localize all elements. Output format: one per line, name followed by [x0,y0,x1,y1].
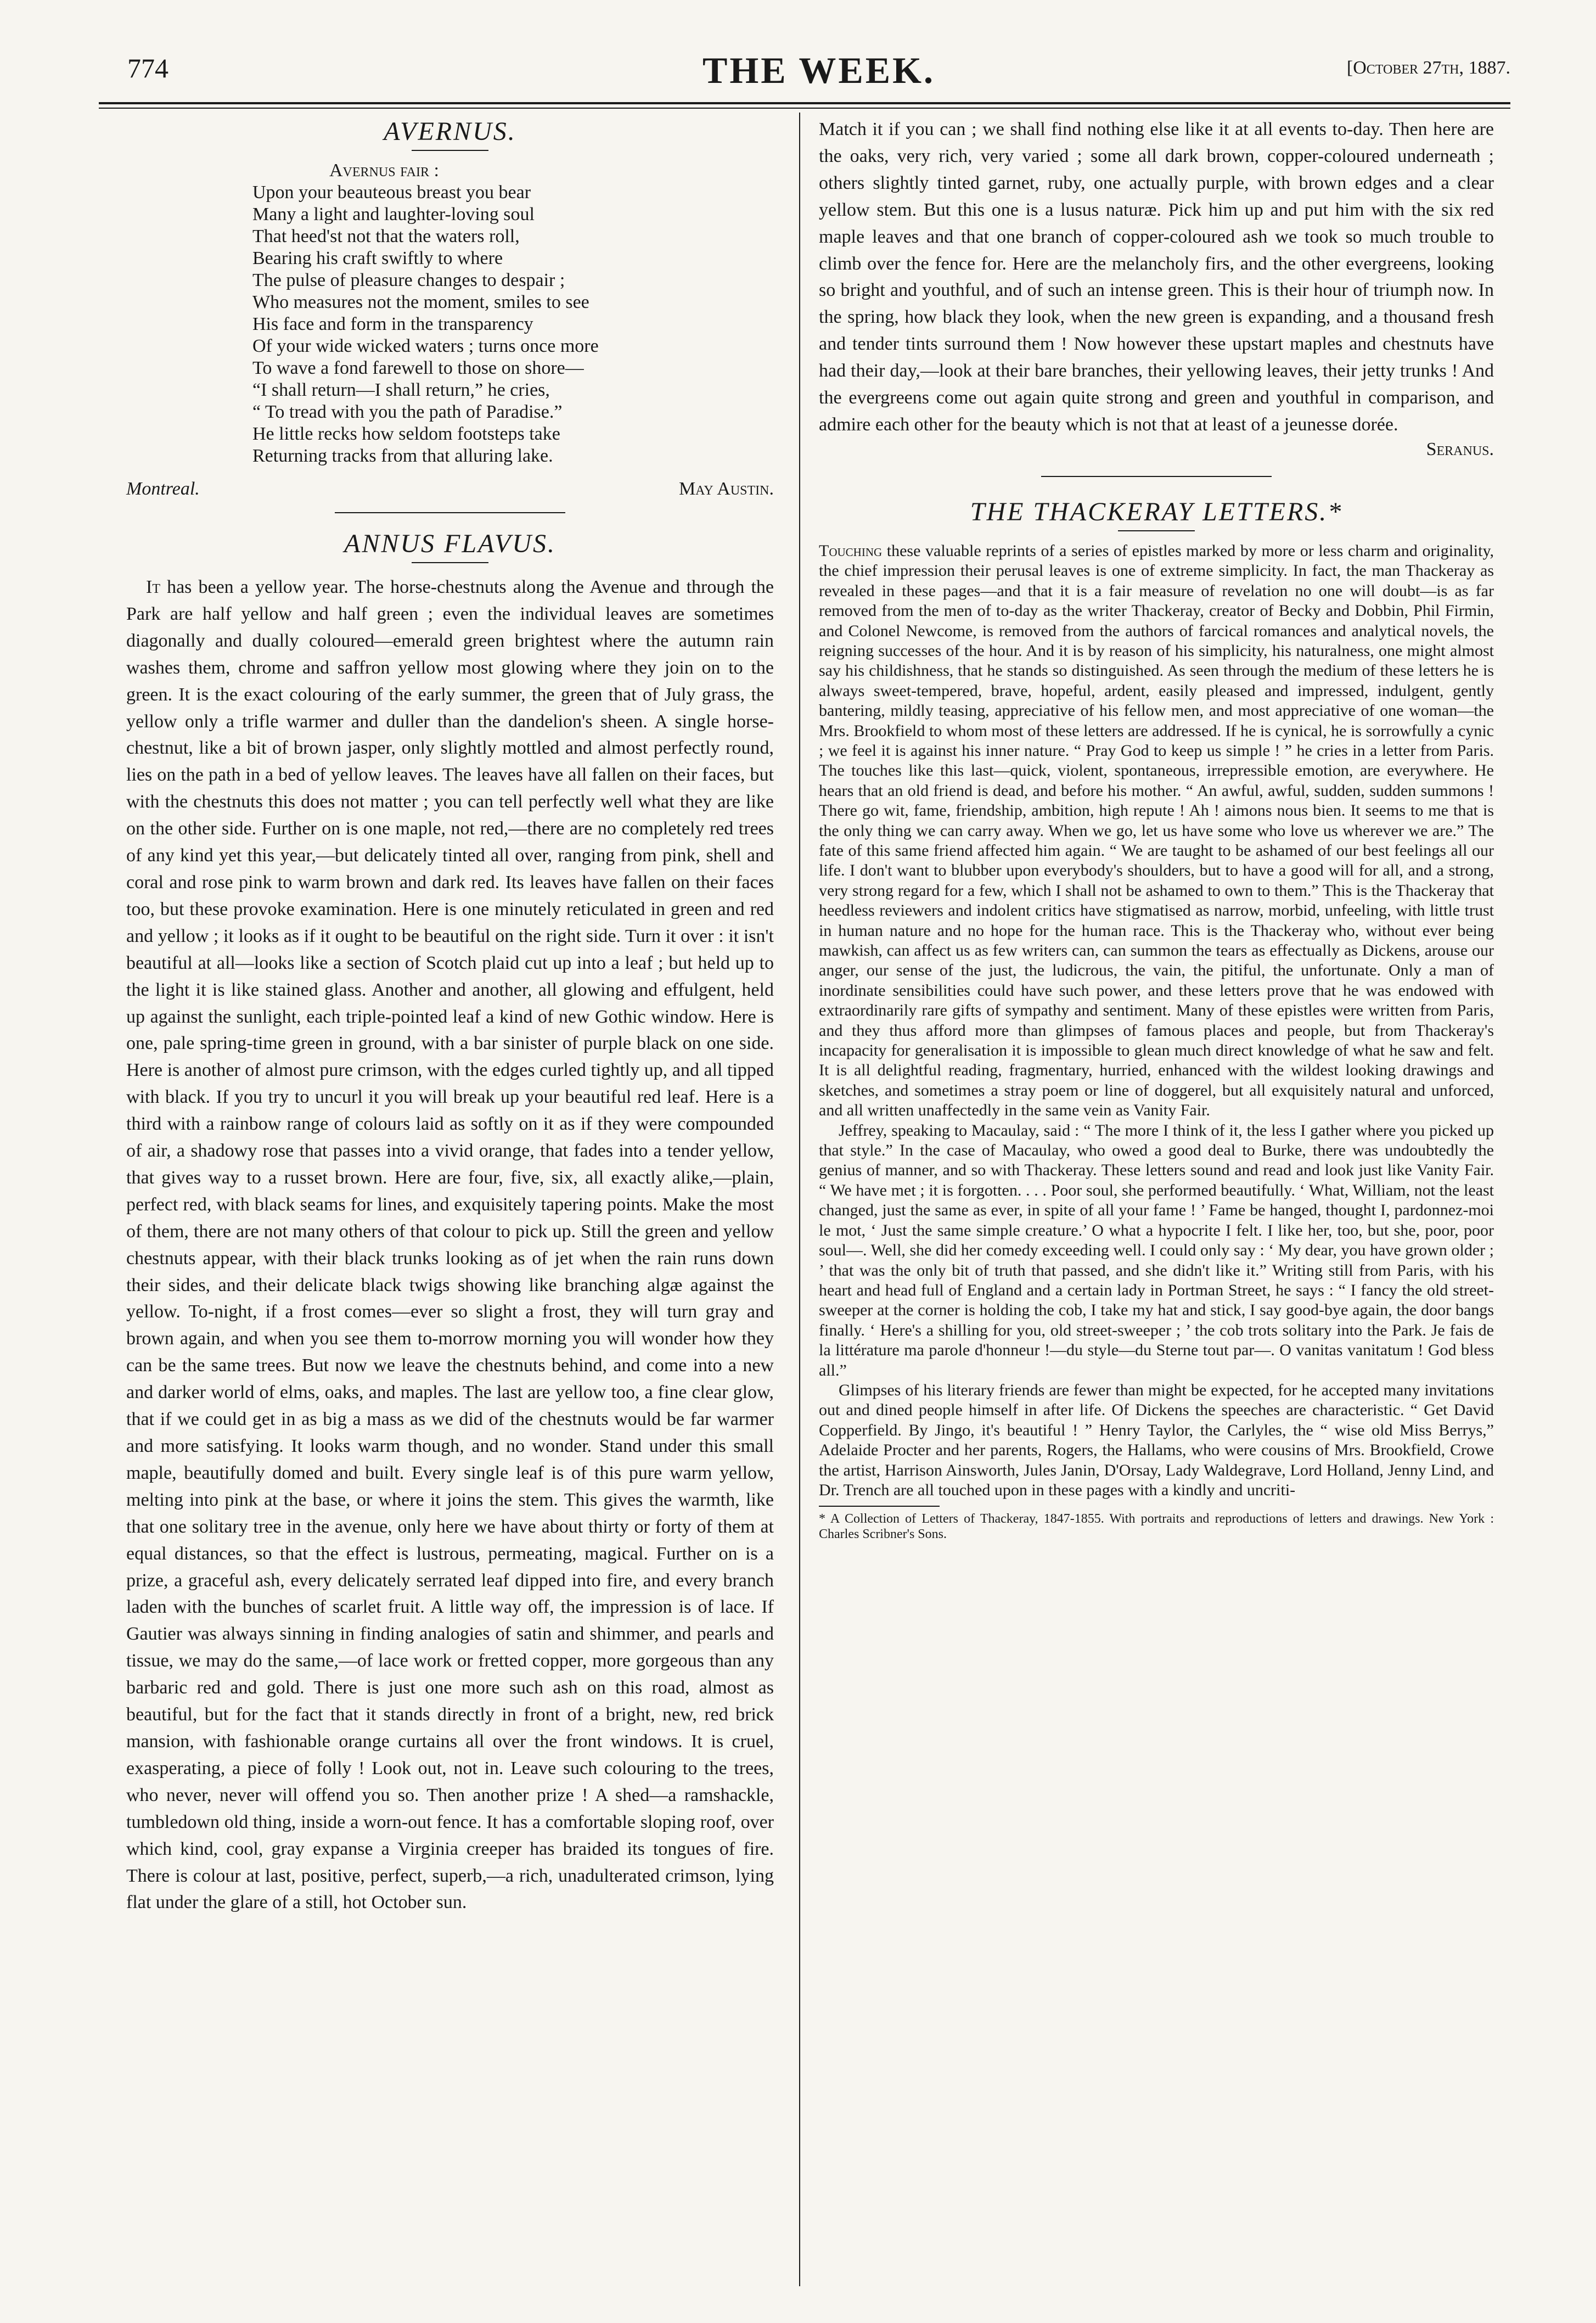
poem-line: Who measures not the moment, smiles to see [252,292,589,312]
avernus-end-rule [335,512,565,513]
annus-title-rule [412,562,488,563]
avernus-poem [252,160,774,467]
thackeray-body [819,541,1494,1501]
poem-line: His face and form in the transparency [252,314,533,334]
poem-line: Upon your beauteous breast you bear [252,182,531,203]
poem-line: Avernus fair : [329,160,439,181]
issue-date: [October 27th, 1887. [1346,58,1510,78]
left-column [126,116,774,1916]
thackeray-title: THE THACKERAY LETTERS.* [970,497,1343,526]
footnote-rule [819,1506,940,1507]
avernus-signature [126,478,774,500]
annus-dropword: It [146,577,160,597]
annus-end-rule [1041,476,1272,477]
thackeray-paragraph-1 [819,541,1494,1121]
avernus-author: May Austin. [678,479,774,499]
journal-title: THE WEEK. [703,49,935,91]
poem-line: Many a light and laughter-loving soul [252,204,535,225]
page-header [127,49,1510,96]
annus-text: has been a yellow year. The horse-chestnuts along the Avenue and through the Park are half yellow and half green ; even the individual leaves are sometimes diagonally and dually coloured—emerald green brightest where the autumn rain washes them, chrome and saffron yellow most glowing where they join on to the green. It is the exact colouring of the early summer, the green that of July grass, the yellow only a trifle warmer and duller than the dandelion's sheen. A single horse-chestnut, like a bit of brown jasper, only slightly mottled and almost perfectly round, lies on the path in a bed of yellow leaves. The leaves have all fallen on their faces, but with the chestnuts this does not matter ; you can tell perfectly well what they are like on the other side. Further on is one maple, not red,—there are no completely red trees of any kind yet this year,—but delicately tinted all over, ranging from pink, shell and coral and rose pink to warm brown and dark red. Its leaves have fallen on their faces too, but these provoke examination. Here is one minutely reticulated in green and red and yellow ; it looks as if it ought to be beautiful on the right side. Turn it over : it isn't beautiful at all—looks like a section of Scotch plaid cut up into a leaf ; but held up to the light it is like stained glass. Another and another, all glowing and effulgent, held up against the sunlight, each triple-pointed leaf a kind of new Gothic window. Here is one, pale spring-time green in ground, with a bar sinister of purple black on one side. Here is another of almost pure crimson, with the edges curled tightly up, and all tipped with black. If you try to uncurl it you will break up your beautiful red leaf. Here is a third with a rainbow range of colours laid as softly on it as if they were compounded of air, a shadowy rose that passes into a vivid orange, that fades into a tender yellow, that gives way to a russet brown. Here are four, five, six, all exactly alike,—plain, perfect red, with black seams for lines, and exquisitely tapering points. Make the most of them, there are not many others of that colour to pick up. Still the green and yellow chestnuts appear, with their black trunks looking as of jet when the rain runs down their sides, and their delicate black twigs showing like branching algæ against the yellow. To-night, if a frost comes—ever so slight a frost, they will turn gray and brown again, and when you see them to-morrow morning you will wonder how they can be the same trees. But now we leave the chestnuts behind, and come into a new and darker world of elms, oaks, and maples. The last are yellow too, a fine clear glow, that if we could get in as big a mass as we did of the chestnuts would be far warmer and more satisfying. It looks warm though, and no wonder. Stand under this small maple, beautifully domed and built. Every single leaf is of this pure warm yellow, melting into pink at the base, or where it joins the stem. This gives the warmth, like that one solitary tree in the avenue, only here we have about thirty or forty of them at equal distances, so that the effect is lustrous, permeating, magical. Further on is a prize, a graceful ash, every delicately serrated leaf dipped into fire, and every branch laden with the bunches of scarlet fruit. A little way off, the impression is of lace. If Gautier was always sinning in finding analogies of satin and shimmer, and pearls and tissue, we may do the same,—of lace work or fretted copper, more gorgeous than any barbaric red and gold. There is just one more such ash on this road, almost as beautiful, but for the fact that it stands directly in front of a bright, new, red brick mansion, with fashionable orange curtains all over the front windows. It is cruel, exasperating, a piece of folly ! Look out, not in. Leave such colouring to the trees, who never, never will offend you so. Then another prize ! A shed—a ramshackle, tumbledown old thing, inside a worn-out fence. It has a comfortable sloping roof, over which kind, cool, gray expanse a Virginia creeper has braided its tongues of fire. There is colour at last, positive, perfect, superb,—a rich, unadulterated crimson, lying flat under the glare of a still, hot October sun. [126,577,774,1913]
poem-line: Of your wide wicked waters ; turns once more [252,336,599,356]
thackeray-paragraph-2: Jeffrey, speaking to Macaulay, said : “ The more I think of it, the less I gather where you picked up that style.” In the case of Macaulay, who owed a good deal to Burke, there was undoubtedly the genius of manner, and so with Thackeray. These letters sound and read and look just like Vanity Fair. “ We have met ; it is forgotten. . . . Poor soul, she performed beautifully. ‘ What, William, not the least changed, just the same as ever, in spite of all your fame ! ’ Fame be hanged, thought I, pardonnez-moi le mot, ‘ Just the same simple creature.’ O what a hypocrite I felt. I like her, too, but she, poor, poor soul—. Well, she did her comedy exceeding well. I could only say : ‘ My dear, you have grown older ; ’ that was the only bit of truth that passed, and she didn't like it.” Writing still from Paris, with his heart and head full of England and a certain lady in Portman Street, he says : “ I fancy the old street-sweeper at the corner is holding the cob, I take my hat and stick, I say good-bye again, the door bangs finally. ‘ Here's a shilling for you, old street-sweeper ; ’ the cob trots solitary into the Park. Je fais de la littérature ma parole d'honneur !—du style—du Sterne tout par—. O vanitas vanitatum ! God bless all.” [819,1121,1494,1379]
annus-signature [819,439,1494,461]
annus-body [126,574,774,1916]
avernus-title-rule [412,150,488,151]
footnote: * A Collection of Letters of Thackeray, 1847-1855. With portraits and reproductions of letters and drawings. New York : Charles Scribner's Sons. [819,1512,1494,1542]
right-column [819,116,1494,1542]
poem-line: The pulse of pleasure changes to despair ; [252,270,565,290]
poem-line: “ To tread with you the path of Paradise.” [252,402,563,422]
annus-author: Seranus. [1426,439,1494,459]
avernus-title: AVERNUS. [384,117,516,146]
poem-line: Returning tracks from that alluring lake. [252,446,553,466]
annus-paragraph [126,574,774,1916]
poem-line: “I shall return—I shall return,” he cries, [252,380,550,400]
thackeray-paragraph-3: Glimpses of his literary friends are fewer than might be expected, for he accepted many invitations out and dined people himself in after life. Of Dickens the speeches are characteristic. “ Get David Copperfield. By Jingo, it's beautiful ! ” Henry Taylor, the Carlyles, the “ wise old Miss Berrys,” Adelaide Procter and her parents, Rogers, the Hallams, who were cousins of Mrs. Brookfield, Crowe the artist, Harrison Ainsworth, Jules Janin, D'Orsay, Lady Waldegrave, Lord Holland, Jenny Lind, and Dr. Trench are all touched upon in these pages with a kindly and uncriti- [819,1381,1494,1499]
header-rule-top [99,102,1510,104]
thackeray-dropword: Touching [819,541,883,560]
annus-continued [819,116,1494,439]
poem-line: To wave a fond farewell to those on shore— [252,358,584,378]
avernus-place: Montreal. [126,479,200,499]
column-divider [799,113,800,2286]
header-rule-bottom [99,108,1510,109]
poem-line: He little recks how seldom footsteps take [252,424,560,444]
poem-line: Bearing his craft swiftly to where [252,248,503,268]
thackeray-title-rule [1118,530,1195,531]
thackeray-p1-text: these valuable reprints of a series of epistles marked by more or less charm and originality, the chief impression their perusal leaves is one of extreme simplicity. In fact, the man Thackeray as revealed in these pages—and that it is a fair measure of revelation no one will doubt—is as far removed from the men of to-day as the writer Thackeray, creator of Becky and Dobbin, Phil Firmin, and Colonel Newcome, is removed from the authors of farcical romances and analytical novels, the reigning successes of the hour. And it is by reason of his simplicity, his naturalness, one might almost say his childishness, that he stands so distinguished. As seen through the medium of these letters he is always sweet-tempered, brave, hopeful, ardent, easily pleased and impressed, indulgent, gently bantering, mildly teasing, appreciative of his fellow men, and most appreciative of one woman—the Mrs. Brookfield to whom most of these letters are addressed. If he is cynical, he is sorrowfully a cynic ; we feel it is against his inner nature. “ Pray God to keep us simple ! ” he cries in a letter from Paris. The touches like this last—quick, violent, spontaneous, irrepressible emotion, are everywhere. He hears that an old friend is dead, and before his mother. “ An awful, awful, sudden, sudden summons ! There go wit, fame, friendship, ambition, high repute ! Ah ! aimons nous bien. It seems to me that is the only thing we can carry away. When we go, let us have some who love us wherever we are.” The fate of this same friend affected him again. “ We are taught to be ashamed of our best feelings all our life. I don't want to blubber upon everybody's shoulders, but to have a good will for all, and a strong, very strong regard for a few, which I shall not be ashamed to own to them.” This is the Thackeray that heedless reviewers and indolent critics have stigmatised as narrow, morbid, unfeeling, with little trust in human nature and no hope for the human race. This is the Thackeray who, without ever being mawkish, can affect us as few writers can, can summon the tears as effectually as Dickens, arouse our anger, our sense of the just, the ludicrous, the vain, the pitiful, the unfortunate. Only a man of inordinate sensibilities could have such power, and these letters prove that he was endowed with extraordinarily rare gifts of sympathy and sentiment. Many of these epistles were written from Paris, and they thus afford more than glimpses of famous places and people, but from Thackeray's incapacity for generalisation it is impossible to glean much direct knowledge of what he saw and felt. It is all delightful reading, fragmentary, hurried, enhanced with the wildest looking drawings and sketches, and sometimes a stray poem or line of doggerel, but all exquisitely natural and unforced, and all written unaffectedly in the same vein as Vanity Fair. [819,541,1494,1120]
page-number: 774 [127,53,168,83]
annus-continued-paragraph: Match it if you can ; we shall find nothing else like it at all events to-day. Then here are the oaks, very rich, very varied ; some all dark brown, copper-coloured underneath ; others slightly tinted garnet, ruby, one actually purple, with brown edges and a clear yellow stem. But this one is a lusus naturæ. Pick him up and put him with the six red maple leaves and that one branch of copper-coloured ash we took so much trouble to climb over the fence for. Here are the melancholy firs, and the other evergreens, looking so bright and youthful, and of such an intense green. This is their hour of triumph now. In the spring, how black they look, when the new green is expanding, and a thousand fresh and tender tints surround them ! Now however these upstart maples and chestnuts have had their day,—look at their bare branches, their yellowing leaves, their jetty trunks ! And the evergreens come out again quite strong and green and youthful in comparison, and admire each other for the beauty which is not that at least of a jeunesse dorée. [819,119,1494,435]
poem-line: That heed'st not that the waters roll, [252,226,520,246]
annus-title: ANNUS FLAVUS. [344,529,556,558]
